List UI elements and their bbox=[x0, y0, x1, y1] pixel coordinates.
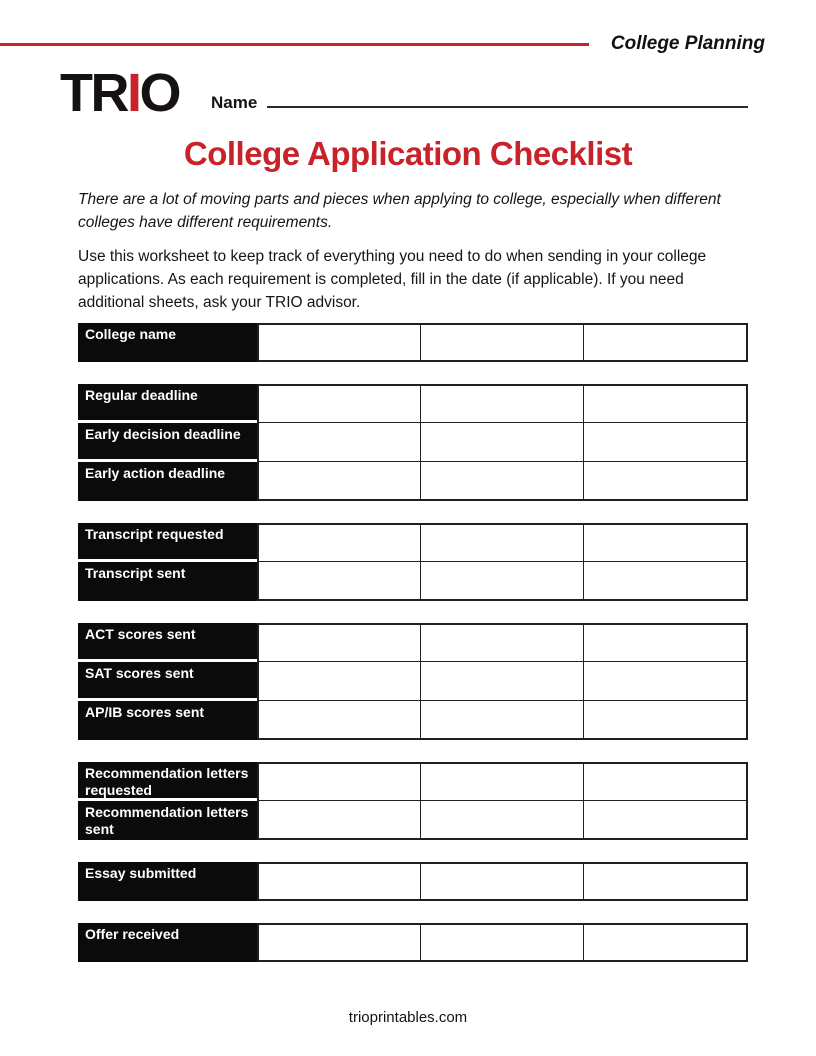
entry-cell bbox=[257, 923, 421, 962]
checklist-table bbox=[78, 762, 748, 840]
entry-cell bbox=[257, 462, 421, 501]
row-label: Regular deadline bbox=[78, 384, 257, 423]
logo-text-accent: I bbox=[126, 63, 140, 123]
row-label: Essay submitted bbox=[78, 862, 257, 901]
entry-cell bbox=[584, 701, 748, 740]
entry-cell bbox=[257, 423, 421, 462]
entry-cell bbox=[257, 701, 421, 740]
row-label: Early decision deadline bbox=[78, 423, 257, 462]
logo-text-pre: TR bbox=[60, 63, 127, 123]
entry-cell bbox=[584, 662, 748, 701]
entry-cell bbox=[584, 462, 748, 501]
entry-cell bbox=[421, 623, 585, 662]
entry-cell bbox=[421, 384, 585, 423]
tables bbox=[78, 323, 748, 962]
page-title: College Application Checklist bbox=[183, 135, 633, 172]
checklist-table bbox=[78, 862, 748, 901]
entry-cell bbox=[584, 523, 748, 562]
row-label: Recommendation letters sent bbox=[78, 801, 257, 840]
entry-cell bbox=[421, 862, 585, 901]
entry-cell bbox=[421, 801, 585, 840]
entry-cell bbox=[584, 562, 748, 601]
entry-cell bbox=[584, 384, 748, 423]
entry-cell bbox=[421, 923, 585, 962]
entry-cell bbox=[584, 801, 748, 840]
entry-cell bbox=[257, 323, 421, 362]
checklist-table bbox=[78, 523, 748, 601]
entry-cell bbox=[257, 384, 421, 423]
page-header bbox=[0, 33, 816, 55]
footer-url: trioprintables.com bbox=[348, 1009, 468, 1026]
entry-cell bbox=[421, 423, 585, 462]
entry-cell bbox=[421, 662, 585, 701]
row-label: Recommendation letters requested bbox=[78, 762, 257, 801]
entry-cell bbox=[257, 562, 421, 601]
checklist-table bbox=[78, 384, 748, 501]
entry-cell bbox=[584, 323, 748, 362]
checklist-table bbox=[78, 923, 748, 962]
entry-cell bbox=[257, 623, 421, 662]
entry-cell bbox=[421, 562, 585, 601]
row-label: ACT scores sent bbox=[78, 623, 257, 662]
entry-cell bbox=[421, 462, 585, 501]
entry-cell bbox=[584, 623, 748, 662]
name-field-group bbox=[211, 90, 748, 120]
entry-cell bbox=[257, 523, 421, 562]
entry-cell bbox=[421, 323, 585, 362]
entry-cell bbox=[584, 762, 748, 801]
checklist-table bbox=[78, 323, 748, 362]
row-label: AP/IB scores sent bbox=[78, 701, 257, 740]
intro-paragraph: There are a lot of moving parts and pieces when applying to college, especially when different colleges have different requirements. bbox=[78, 191, 721, 232]
row-label: College name bbox=[78, 323, 257, 362]
entry-cell bbox=[257, 762, 421, 801]
entry-cell bbox=[257, 662, 421, 701]
header-rule bbox=[0, 43, 589, 46]
checklist-table bbox=[78, 623, 748, 740]
row-label: Transcript requested bbox=[78, 523, 257, 562]
row-label: Early action deadline bbox=[78, 462, 257, 501]
row-label: Transcript sent bbox=[78, 562, 257, 601]
entry-cell bbox=[421, 523, 585, 562]
trio-logo bbox=[60, 63, 180, 123]
entry-cell bbox=[421, 762, 585, 801]
entry-cell bbox=[584, 423, 748, 462]
name-blank-line bbox=[267, 90, 748, 108]
instructions-paragraph: Use this worksheet to keep track of everything you need to do when sending in your college applications. As each requirement is completed, fill in the date (if applicable). If you need additional sheets, ask your TRIO advisor. bbox=[78, 247, 707, 311]
category-label: College Planning bbox=[610, 33, 765, 54]
entry-cell bbox=[257, 801, 421, 840]
entry-cell bbox=[584, 862, 748, 901]
entry-cell bbox=[257, 862, 421, 901]
entry-cell bbox=[421, 701, 585, 740]
entry-cell bbox=[584, 923, 748, 962]
name-label: Name bbox=[211, 93, 258, 112]
logo-text-post: O bbox=[139, 63, 180, 123]
logo-row bbox=[60, 63, 748, 123]
row-label: SAT scores sent bbox=[78, 662, 257, 701]
row-label: Offer received bbox=[78, 923, 257, 962]
